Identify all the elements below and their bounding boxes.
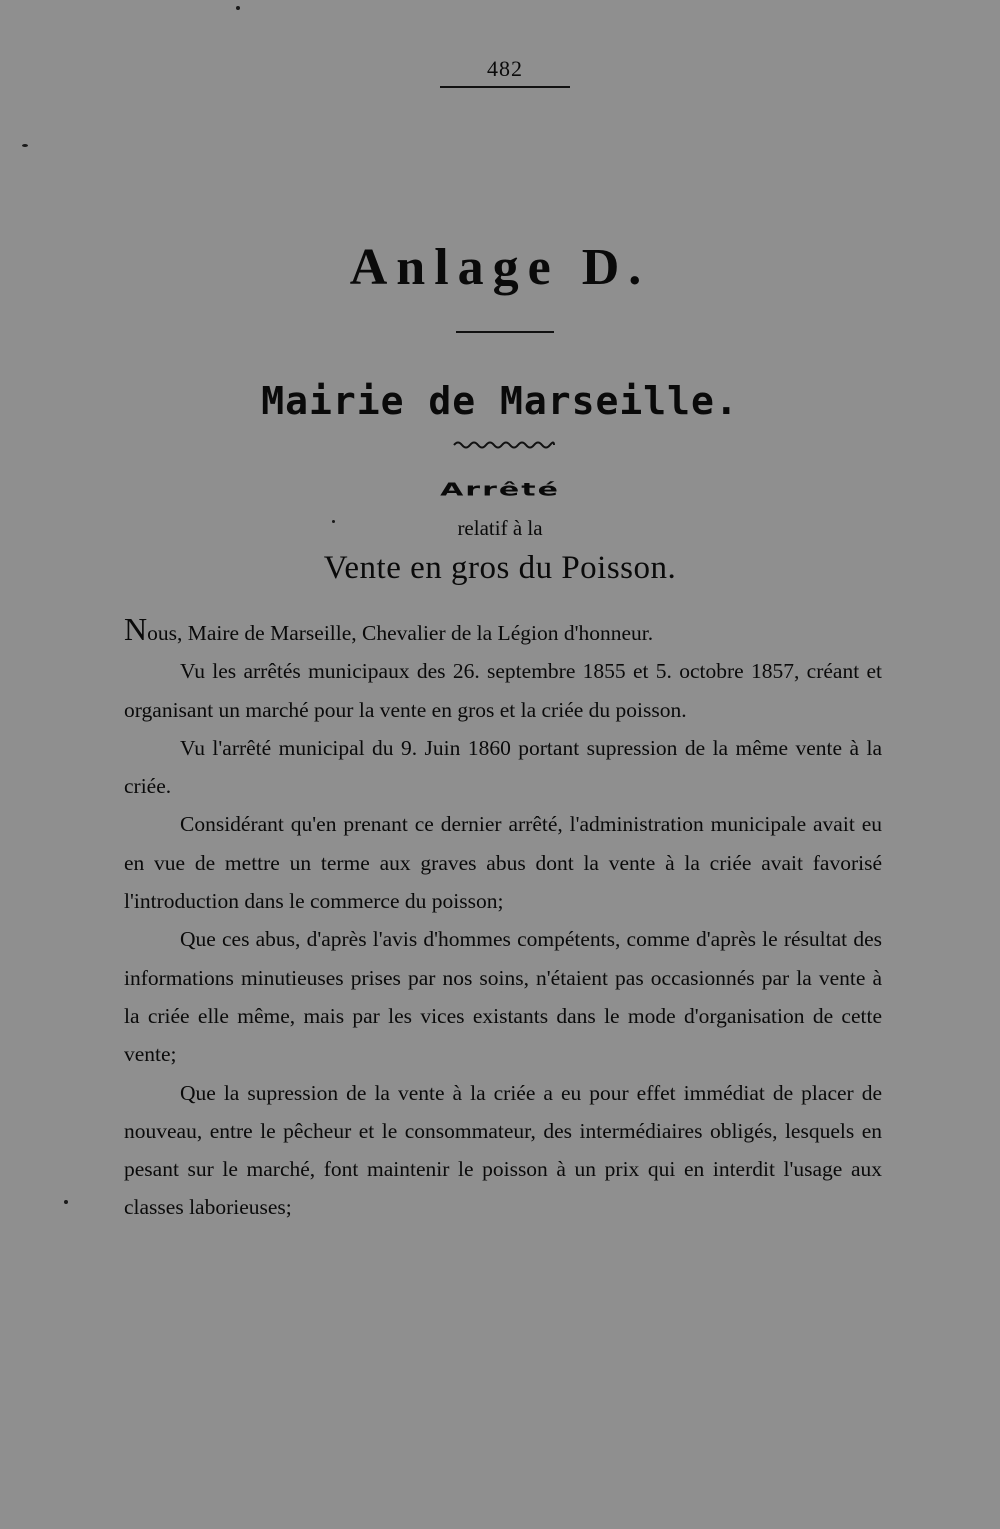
scan-speck (22, 144, 28, 147)
document-type-title: Arrêté (440, 479, 560, 501)
heading-divider (456, 331, 554, 333)
scan-speck (332, 520, 335, 523)
paragraph: Considérant qu'en prenant ce dernier arrêté, l'administration municipale avait eu en vue de mettre un terme aux graves abus dont la vente à la criée avait favorisé l'introduction dans le commerce du poisson; (124, 812, 882, 914)
page-number-rule (440, 86, 570, 88)
body-text (124, 611, 882, 1227)
relative-to-line: relatif à la (457, 516, 543, 540)
paragraph: Que ces abus, d'après l'avis d'hommes compétents, comme d'après le résultat des informations minutieuses prises par nos soins, n'étaient pas occasionnés par la vente à la criée elle même, mais par les vices existants dans le mode d'organisation de cette vente; (124, 927, 882, 1067)
wavy-divider (452, 438, 556, 452)
subject-title: Vente en gros du Poisson. (323, 550, 677, 586)
opening-initial: N (124, 611, 148, 647)
paragraph: Vu les arrêtés municipaux des 26. septembre 1855 et 5. octobre 1857, créant et organisant un marché pour la vente en gros et la criée du poisson. (124, 659, 882, 722)
opening-paragraph (124, 611, 882, 652)
paragraph: Vu l'arrêté municipal du 9. Juin 1860 portant supression de la même vente à la criée. (124, 735, 882, 799)
paragraph: Que la supression de la vente à la criée a eu pour effet immédiat de placer de nouveau, entre le pêcheur et le consommateur, des intermédiaires obligés, lesquels en pesant sur le marché, font maintenir le poisson à un prix qui en interdit l'usage aux classes laborieuses; (124, 1080, 882, 1220)
opening-text: ous, Maire de Marseille, Chevalier de la Légion d'honneur. (147, 621, 654, 645)
annex-heading: Anlage D. (349, 239, 651, 296)
scan-speck (236, 6, 240, 10)
scan-speck (64, 1200, 68, 1204)
institution-title: Mairie de Marseille. (261, 379, 739, 423)
page-number: 482 (487, 56, 523, 81)
